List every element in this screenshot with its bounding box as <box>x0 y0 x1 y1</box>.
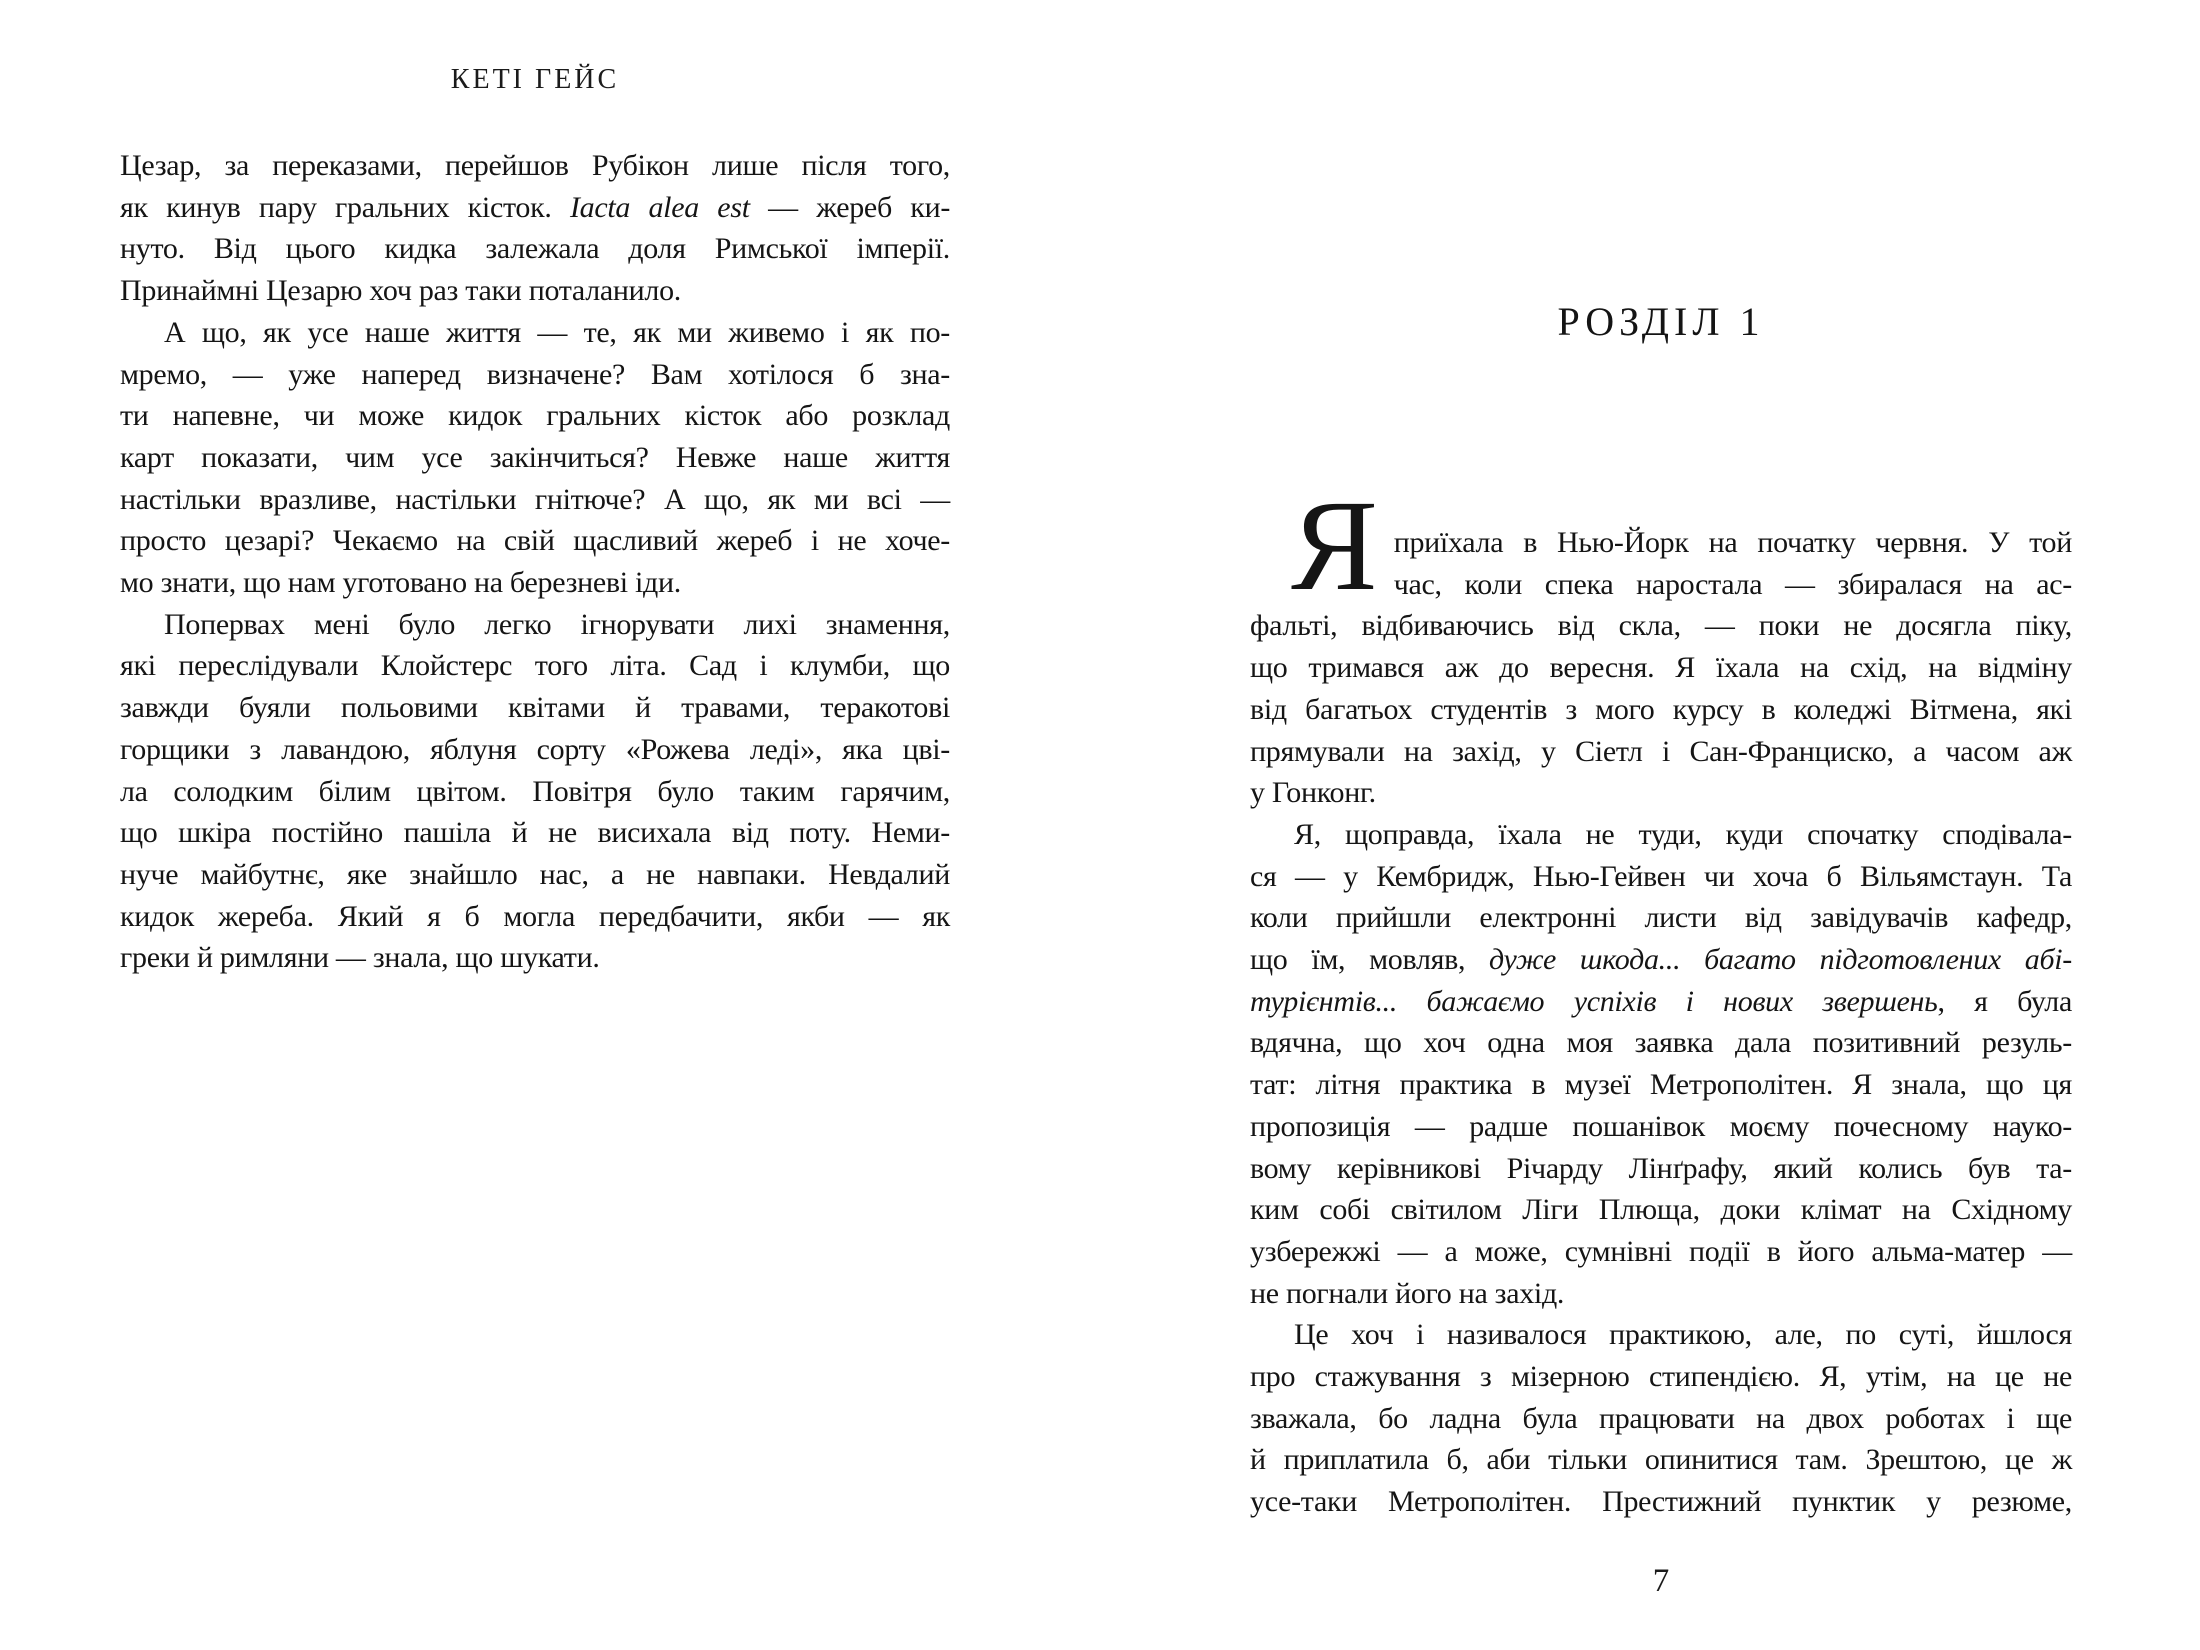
text-line <box>120 354 950 396</box>
text-segment: які переслідували Клойстерс того літа. Сад і клумби, що <box>120 649 950 683</box>
text-line <box>1250 939 2072 981</box>
text-segment: А що, як усе наше життя — те, як ми живемо і як по- <box>164 315 950 349</box>
text-segment: ся — у Кембридж, Нью-Гейвен чи хоча б Вільямстаун. Та <box>1250 859 2072 893</box>
text-segment: не погнали його на захід. <box>1250 1276 1565 1310</box>
text-line <box>120 854 950 896</box>
text-line <box>1250 731 2072 773</box>
text-segment: час, коли спека наростала — збиралася на ас- <box>1393 567 2072 601</box>
text-segment: греки й римляни — знала, що шукати. <box>120 941 600 975</box>
text-line <box>1250 981 2072 1023</box>
text-line <box>1250 1273 2072 1315</box>
text-line <box>1250 897 2072 939</box>
text-segment: пропозиція — радше пошанівок моєму почесному науко- <box>1250 1109 2072 1143</box>
text-line <box>120 562 950 604</box>
text-line <box>1250 856 2072 898</box>
text-line <box>1250 1481 2072 1523</box>
text-segment: кидок жереба. Який я б могла передбачити, якби — як <box>120 899 950 933</box>
running-head: КЕТІ ГЕЙС <box>450 64 620 95</box>
text-segment: приїхала в Нью-Йорк на початку червня. У той <box>1393 526 2072 559</box>
text-segment: Принаймні Цезарю хоч раз таки поталанило. <box>120 274 681 308</box>
text-line <box>1250 1064 2072 1106</box>
text-segment: й приплатила б, аби тільки опинитися там. Зрештою, це ж <box>1250 1443 2072 1477</box>
text-line <box>120 896 950 938</box>
text-segment: Це хоч і називалося практикою, але, по суті, йшлося <box>1294 1318 2072 1352</box>
text-line <box>1250 1189 2072 1231</box>
right-page-body <box>1250 474 2072 1523</box>
drop-cap: Я <box>1291 474 1378 618</box>
text-line <box>1250 1398 2072 1440</box>
text-segment: — жереб ки- <box>749 190 951 224</box>
text-line <box>1250 647 2072 689</box>
text-segment: про стажування з мізерною стипендією. Я, утім, на це не <box>1250 1360 2072 1394</box>
text-segment: мо знати, що нам уготовано на березневі іди. <box>120 566 681 600</box>
text-line <box>120 645 950 687</box>
text-line <box>1250 1022 2072 1064</box>
text-segment: просто цезарі? Чекаємо на свій щасливий жереб і не хоче- <box>120 524 950 558</box>
text-segment: ла солодким білим цвітом. Повітря було таким гарячим, <box>120 774 950 808</box>
italic-text-segment: дуже шкода... багато підготовлених абі- <box>1489 943 2072 977</box>
text-segment: узбережжі — а може, сумнівні події в його альма-матер — <box>1250 1234 2072 1268</box>
text-line <box>120 812 950 854</box>
left-page-body <box>120 145 950 979</box>
text-segment: нуче майбутнє, яке знайшло нас, а не навпаки. Невдалий <box>120 857 950 891</box>
text-line <box>120 145 950 187</box>
text-line <box>1250 772 2072 814</box>
text-line <box>1250 1314 2072 1356</box>
text-segment: карт показати, чим усе закінчиться? Невже наше життя <box>120 440 950 474</box>
text-segment: коли прийшли електронні листи від завідувачів кафедр, <box>1250 901 2072 935</box>
text-line <box>1250 1148 2072 1190</box>
text-line <box>1250 1356 2072 1398</box>
text-segment: усе-таки Метрополітен. Престижний пунктик у резюме, <box>1250 1485 2072 1519</box>
text-segment: вдячна, що хоч одна моя заявка дала позитивний резуль- <box>1250 1026 2072 1060</box>
text-segment: мремо, — уже наперед визначене? Вам хотілося б зна- <box>120 357 950 391</box>
text-segment: що шкіра постійно пашіла й не висихала від поту. Неми- <box>120 816 950 850</box>
text-segment: зважала, бо ладна була працювати на двох роботах і ще <box>1250 1401 2072 1435</box>
text-line <box>120 437 950 479</box>
text-segment: настільки вразливе, настільки гнітюче? А що, як ми всі — <box>120 482 950 516</box>
text-line <box>120 187 950 229</box>
chapter-heading: РОЗДІЛ 1 <box>1557 299 1765 344</box>
text-segment: що їм, мовляв, <box>1250 943 1490 977</box>
text-line <box>120 520 950 562</box>
text-line <box>120 687 950 729</box>
text-line <box>120 395 950 437</box>
text-segment: як кинув пару гральних кісток. <box>120 190 570 224</box>
text-line <box>1250 814 2072 856</box>
text-segment: , я була <box>1937 984 2072 1018</box>
text-segment: прямували на захід, у Сіетл і Сан-Франциско, а часом аж <box>1250 734 2072 768</box>
page-number: 7 <box>1652 1563 1670 1599</box>
text-segment: горщики з лавандою, яблуня сорту «Рожева леді», яка цві- <box>120 732 950 766</box>
text-segment: завжди буяли польовими квітами й травами, теракотові <box>120 691 950 725</box>
text-segment: Цезар, за переказами, перейшов Рубікон лише після того, <box>120 149 950 182</box>
text-segment: вому керівникові Річарду Лінґрафу, який колись був та- <box>1250 1151 2072 1185</box>
text-segment: Я, щоправда, їхала не туди, куди спочатку сподівала- <box>1294 817 2072 851</box>
text-line <box>120 604 950 646</box>
text-line <box>120 729 950 771</box>
text-line <box>120 771 950 813</box>
text-segment: що тримався аж до вересня. Я їхала на схід, на відміну <box>1250 651 2072 685</box>
italic-text-segment: Iacta alea est <box>569 190 750 224</box>
italic-text-segment: турієнтів... бажаємо успіхів і нових звершень <box>1250 984 1938 1018</box>
text-segment: ти напевне, чи може кидок гральних кісток або розклад <box>120 399 950 433</box>
text-line <box>1250 689 2072 731</box>
text-line <box>120 312 950 354</box>
text-segment: тат: літня практика в музеї Метрополітен. Я знала, що ця <box>1250 1068 2072 1102</box>
text-line <box>120 270 950 312</box>
text-segment: ким собі світилом Ліги Плюща, доки клімат на Східному <box>1250 1193 2072 1227</box>
text-line <box>1250 605 2072 647</box>
text-segment: Попервах мені було легко ігнорувати лихі знамення, <box>164 607 950 641</box>
text-segment: від багатьох студентів з мого курсу в коледжі Вітмена, які <box>1250 692 2072 726</box>
text-line <box>1250 1231 2072 1273</box>
text-line <box>120 228 950 270</box>
text-line <box>120 937 950 979</box>
text-segment: у Гонконг. <box>1250 776 1376 810</box>
text-segment: фальті, відбиваючись від скла, — поки не досягла піку, <box>1250 609 2072 643</box>
text-line <box>1250 1106 2072 1148</box>
text-line <box>120 479 950 521</box>
text-segment: нуто. Від цього кидка залежала доля Римської імперії. <box>120 232 950 266</box>
text-line <box>1250 1439 2072 1481</box>
